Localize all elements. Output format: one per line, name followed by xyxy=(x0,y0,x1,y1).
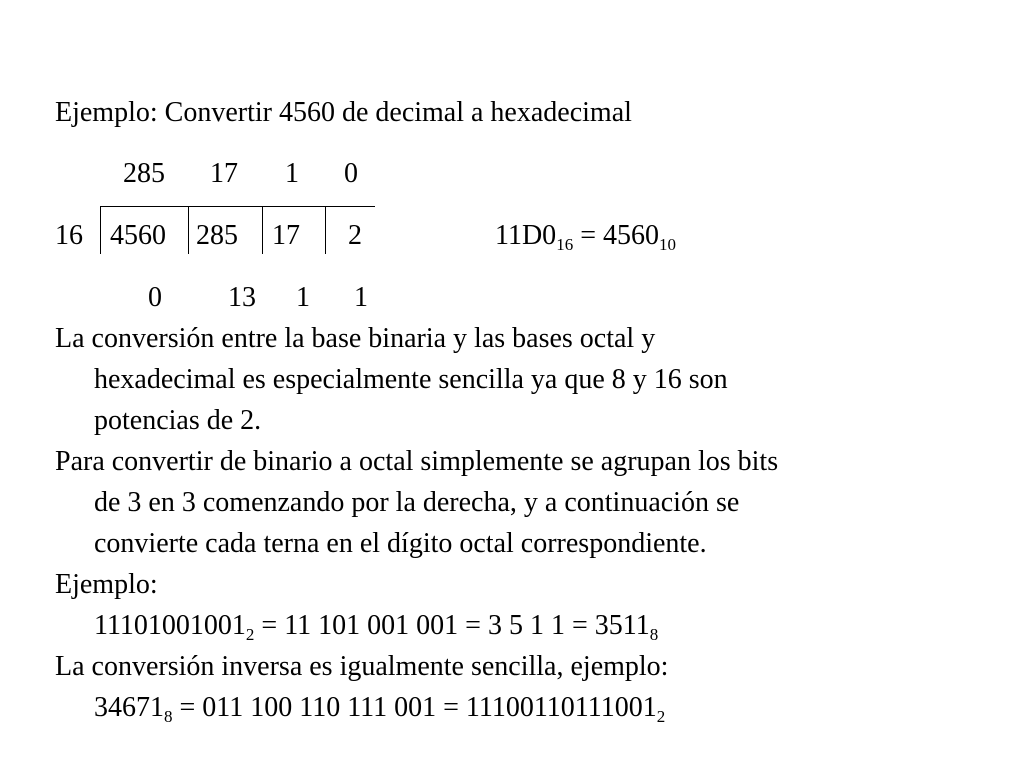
remainder-2: 13 xyxy=(228,282,256,313)
divisor: 16 xyxy=(55,220,83,251)
example-1-octal-base: 8 xyxy=(649,625,659,644)
example-2-octal: 34671 xyxy=(94,692,164,723)
division-top-line xyxy=(100,206,375,207)
decimal-base: 10 xyxy=(658,235,676,254)
example-1-binary: 11101001001 xyxy=(94,610,246,641)
quotient-4: 0 xyxy=(344,158,358,189)
quotient-1: 285 xyxy=(123,158,165,189)
division-bar-2 xyxy=(188,206,189,254)
paragraph-1-line-3: potencias de 2. xyxy=(94,405,262,436)
example-1-binary-base: 2 xyxy=(245,625,255,644)
paragraph-1-line-2: hexadecimal es especialmente sencilla ya que 8 y 16 son xyxy=(94,364,728,395)
remainder-4: 1 xyxy=(354,282,368,313)
example-label: Ejemplo: xyxy=(55,569,158,600)
hex-base: 16 xyxy=(556,235,574,254)
division-bar-3 xyxy=(262,206,263,254)
dividend-2: 285 xyxy=(196,220,238,251)
paragraph-3-line-1: La conversión inversa es igualmente sencilla, ejemplo: xyxy=(55,651,669,682)
remainder-1: 0 xyxy=(148,282,162,313)
remainder-3: 1 xyxy=(296,282,310,313)
dividend-3: 17 xyxy=(272,220,300,251)
equals-sign: = xyxy=(573,220,603,251)
body-text xyxy=(55,318,975,728)
example-title: Ejemplo: Convertir 4560 de decimal a hexadecimal xyxy=(55,97,632,128)
example-2-steps: = 011 100 110 111 001 = 11100110111001 xyxy=(172,692,657,723)
dividend-1: 4560 xyxy=(110,220,166,251)
paragraph-2-line-2: de 3 en 3 comenzando por la derecha, y a continuación se xyxy=(94,487,740,518)
dividend-4: 2 xyxy=(348,220,362,251)
example-2-binary-base: 2 xyxy=(656,707,666,726)
result-equation xyxy=(495,220,676,252)
example-1-equation xyxy=(55,605,975,646)
example-2-equation xyxy=(55,687,975,728)
quotient-2: 17 xyxy=(210,158,238,189)
paragraph-1-line-1: La conversión entre la base binaria y las bases octal y xyxy=(55,323,656,354)
hex-value: 11D0 xyxy=(495,220,557,251)
division-bar-4 xyxy=(325,206,326,254)
example-2-octal-base: 8 xyxy=(164,707,173,726)
example-1-steps: = 11 101 001 001 = 3 5 1 1 = 3511 xyxy=(254,610,650,641)
quotient-3: 1 xyxy=(285,158,299,189)
decimal-value: 4560 xyxy=(602,220,659,251)
paragraph-2-line-3: convierte cada terna en el dígito octal correspondiente. xyxy=(94,528,707,559)
paragraph-2-line-1: Para convertir de binario a octal simplemente se agrupan los bits xyxy=(55,446,779,477)
division-bar-1 xyxy=(100,206,101,254)
